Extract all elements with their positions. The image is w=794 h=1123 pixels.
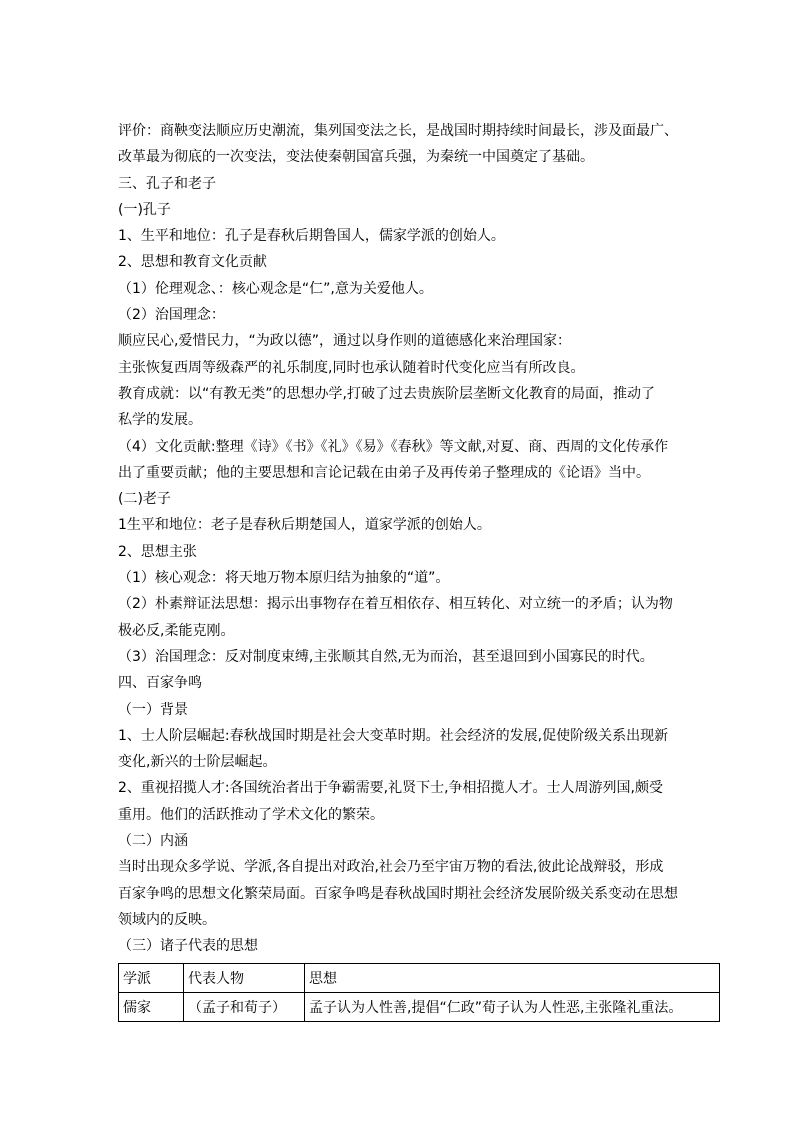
text-line: （1）核心观念：将天地万物本原归结为抽象的“道”。 [118,570,450,587]
table-cell: 儒家 [119,992,184,1021]
subsection-heading: （三）诸子代表的思想 [118,938,258,955]
text-line: 当时出现众多学说、学派,各自提出对政治,社会乃至宇宙万物的看法,彼此论战辩驳，形成 [118,859,664,876]
section-heading: 四、百家争鸣 [118,675,202,692]
text-line: 1、生平和地位：孔子是春秋后期鲁国人，儒家学派的创始人。 [118,228,505,245]
subsection-heading: (二)老子 [118,491,171,508]
table-header-cell: 代表人物 [184,963,305,992]
body-text [118,118,720,960]
text-line: 私学的发展。 [118,412,202,429]
text-line: 评价：商鞅变法顺应历史潮流，集列国变法之长，是战国时期持续时间最长，涉及面最广、 [118,123,678,139]
text-line: 变化,新兴的士阶层崛起。 [118,754,277,771]
section-heading: 三、孔子和老子 [118,175,216,192]
text-line: 改革最为彻底的一次变法，变法使秦朝国富兵强，为秦统一中国奠定了基础。 [118,149,594,166]
text-line: （4）文化贡献:整理《诗》《书》《礼》《易》《春秋》等文献,对夏、商、西周的文化传承作 [118,438,669,455]
table-row [119,992,720,1021]
text-line: 重用。他们的活跃推动了学术文化的繁荣。 [118,806,384,823]
text-line: 出了重要贡献；他的主要思想和言论记载在由弟子及再传弟子整理成的《论语》当中。 [118,464,650,481]
text-line: （2）朴素辩证法思想：揭示出事物存在着互相依存、相互转化、对立统一的矛盾；认为物 [118,596,673,613]
text-line: 教育成就：以“有教无类”的思想办学,打破了过去贵族阶层垄断文化教育的局面，推动了 [118,385,655,402]
table-header-cell: 思想 [305,963,720,992]
subsection-heading: （一）背景 [118,701,188,718]
text-line: 百家争鸣的思想文化繁荣局面。百家争鸣是春秋战国时期社会经济发展阶级关系变动在思想 [118,885,678,902]
text-line: 2、重视招揽人才:各国统治者出于争霸需要,礼贤下士,争相招揽人才。士人周游列国,颇受 [118,780,663,797]
text-line: （2）治国理念： [118,307,225,324]
table-cell: （孟子和荀子） [184,992,305,1021]
subsection-heading: （二）内涵 [118,833,188,850]
text-line: 极必反,柔能克刚。 [118,622,235,639]
text-line: 领域内的反映。 [118,911,216,928]
table-header-row [119,963,720,992]
subsection-heading: (一)孔子 [118,201,171,218]
text-line: 1生平和地位：老子是春秋后期楚国人，道家学派的创始人。 [118,517,491,534]
text-line: 2、思想和教育文化贡献 [118,254,267,271]
text-line: （3）治国理念：反对制度束缚,主张顺其自然,无为而治，甚至退回到小国寡民的时代。 [118,648,654,665]
text-line: （1）伦理观念、：核心观念是“仁”,意为关爱他人。 [118,280,433,297]
schools-table [118,963,720,1022]
text-line: 1、士人阶层崛起:春秋战国时期是社会大变革时期。社会经济的发展,促使阶级关系出现新 [118,727,669,744]
table-cell: 孟子认为人性善,提倡“仁政”荀子认为人性恶,主张隆礼重法。 [305,992,720,1021]
text-line: 顺应民心,爱惜民力，“为政以德”，通过以身作则的道德感化来治理国家： [118,333,571,350]
table-header-cell: 学派 [119,963,184,992]
text-line: 2、思想主张 [118,543,197,560]
text-line: 主张恢复西周等级森严的礼乐制度,同时也承认随着时代变化应当有所改良。 [118,359,585,376]
